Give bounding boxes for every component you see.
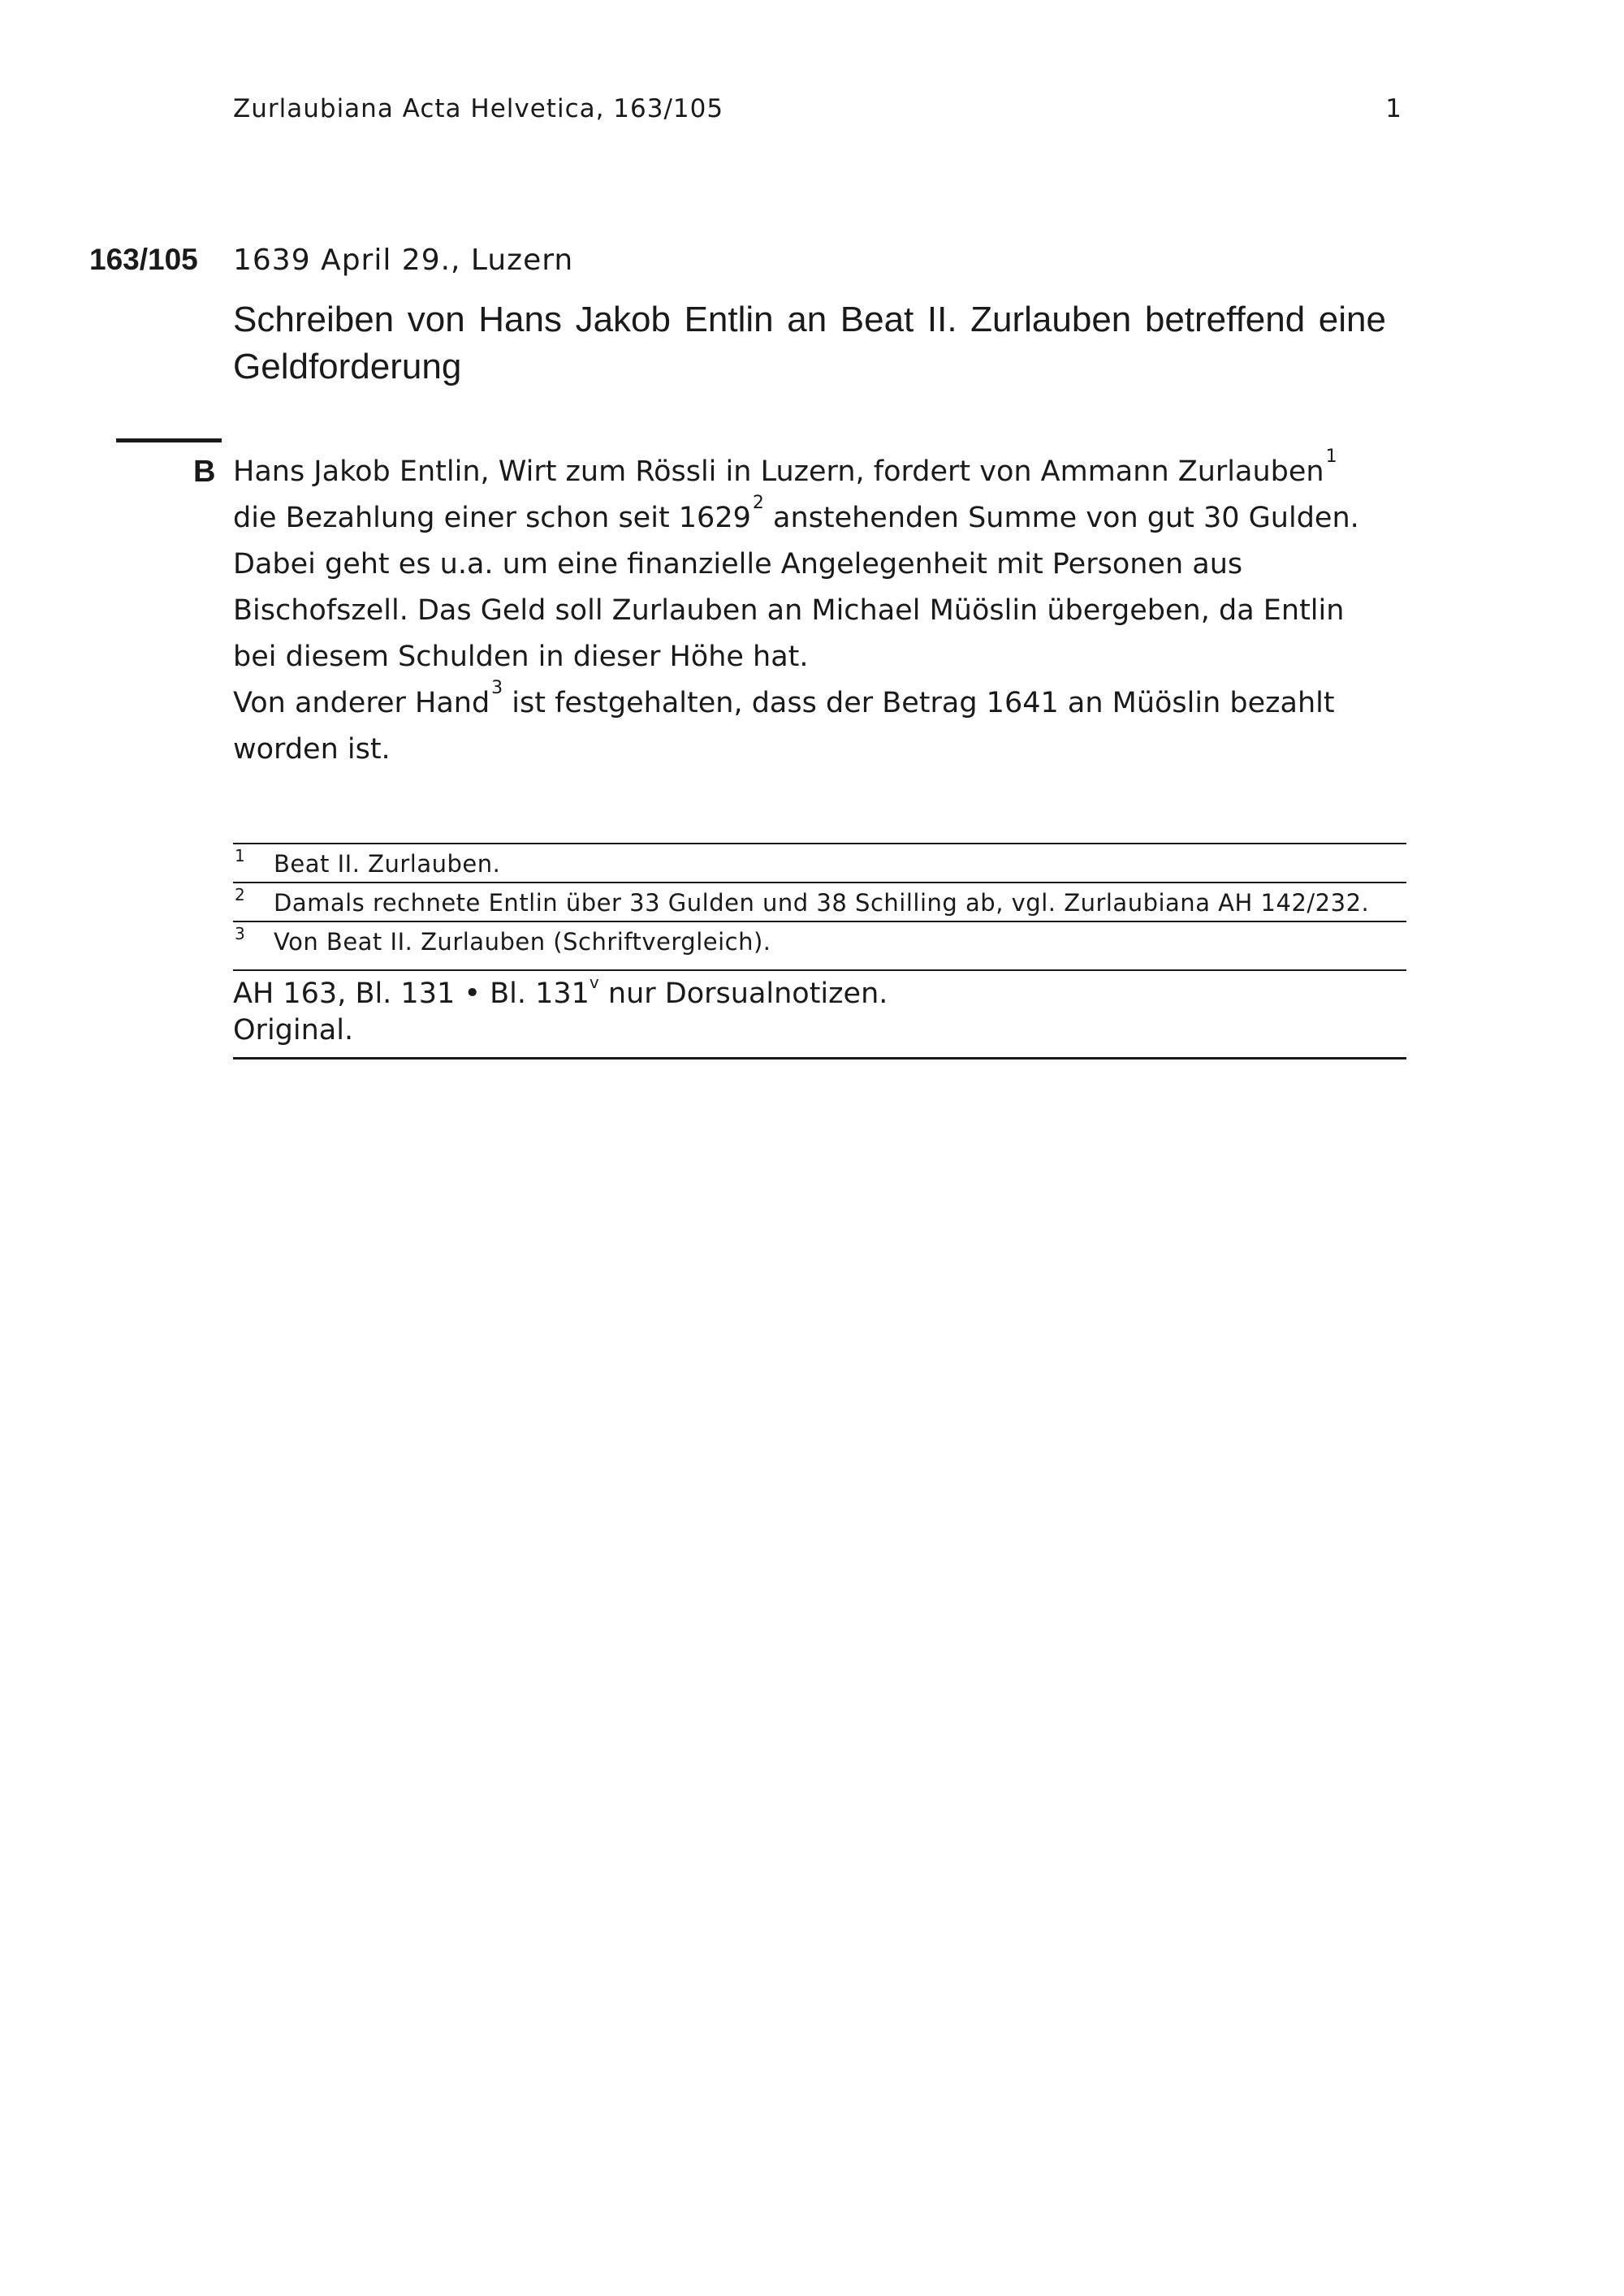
- abstract-text: Von anderer Hand: [233, 687, 490, 719]
- abstract-line: Dabei geht es u.a. um eine finanzielle Angelegenheit mit Personen aus: [233, 548, 1243, 580]
- footnote-text: Von Beat II. Zurlauben (Schriftvergleich).: [274, 928, 771, 956]
- footnote-text: Beat II. Zurlauben.: [274, 850, 501, 878]
- margin-rule: [116, 438, 222, 442]
- document-date-place: 1639 April 29., Luzern: [233, 244, 574, 277]
- footnote-reference[interactable]: 2: [752, 493, 764, 513]
- abstract-line: worden ist.: [233, 733, 391, 766]
- document-id: 163/105: [89, 243, 198, 276]
- footnote-reference[interactable]: 1: [1325, 447, 1337, 467]
- abstract-line: bei diesem Schulden in dieser Höhe hat.: [233, 641, 809, 673]
- footnote-number: 1: [235, 846, 246, 865]
- running-head-title: Zurlaubiana Acta Helvetica, 163/105: [233, 94, 724, 123]
- page-number: 1: [1385, 94, 1402, 123]
- source-line: [233, 973, 1406, 1012]
- source-line: Original.: [233, 1014, 354, 1047]
- footnote: [233, 882, 1406, 921]
- footnotes: [233, 843, 1406, 960]
- footnote-number: 2: [235, 885, 246, 904]
- source-text: nur Dorsualnotizen.: [598, 978, 888, 1010]
- abstract-line: [233, 680, 1402, 727]
- abstract-line: [233, 449, 1402, 495]
- verso-superscript: v: [589, 973, 599, 992]
- abstract-text: die Bezahlung einer schon seit 1629: [233, 502, 751, 534]
- footnote-reference[interactable]: 3: [491, 678, 503, 698]
- source-note: [233, 969, 1406, 1060]
- abstract: [233, 449, 1402, 773]
- abstract-line: [233, 495, 1402, 542]
- footnote: [233, 921, 1406, 960]
- abstract-line: Bischofszell. Das Geld soll Zurlauben an Michael Müöslin übergeben, da Entlin: [233, 594, 1345, 627]
- abstract-text: ist festgehalten, dass der Betrag 1641 an Müöslin bezahlt: [503, 687, 1335, 719]
- footnote-number: 3: [235, 924, 246, 943]
- source-text: AH 163, Bl. 131 • Bl. 131: [233, 978, 590, 1010]
- abstract-text: Hans Jakob Entlin, Wirt zum Rössli in Luzern, fordert von Ammann Zurlauben: [233, 455, 1324, 488]
- document-title: Schreiben von Hans Jakob Entlin an Beat II. Zurlauben betreffend eine Geldforderung: [233, 300, 1386, 386]
- footnote-text: Damals rechnete Entlin über 33 Gulden und 38 Schilling ab, vgl. Zurlaubiana AH 142/232.: [274, 889, 1370, 917]
- section-letter: B: [193, 455, 216, 489]
- footnote: [233, 843, 1406, 882]
- abstract-text: anstehenden Summe von gut 30 Gulden.: [763, 502, 1359, 534]
- running-head: [233, 94, 1402, 127]
